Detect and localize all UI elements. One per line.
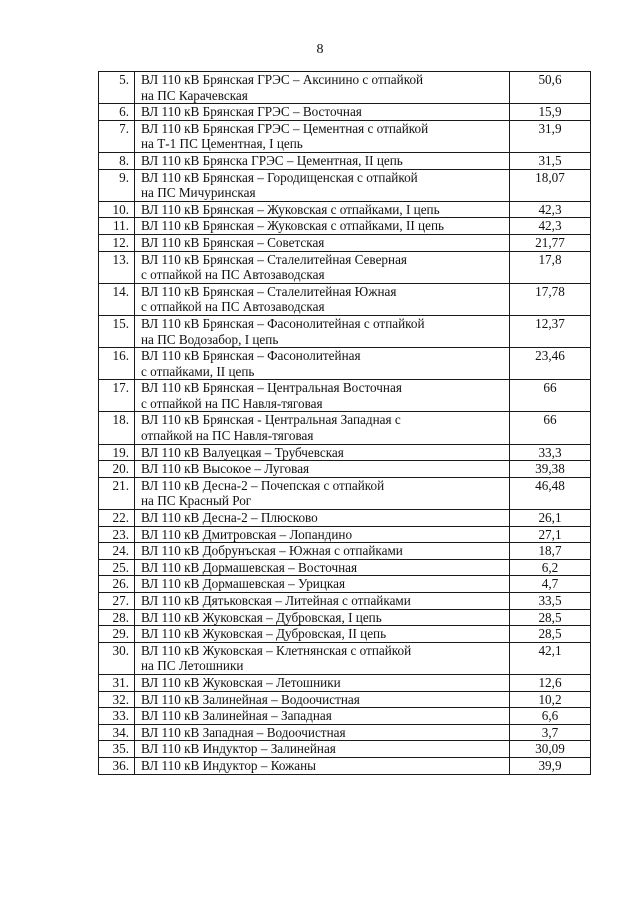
line-name-text: ВЛ 110 кВ Залинейная – Водоочистная xyxy=(141,691,360,707)
line-name-text: ВЛ 110 кВ Брянская – Фасонолитейная xyxy=(141,348,361,364)
table-row xyxy=(99,741,591,758)
table-row xyxy=(99,283,591,315)
line-length: 10,2 xyxy=(510,691,591,708)
row-number: 18. xyxy=(99,412,135,444)
line-name-text: ВЛ 110 кВ Дормашевская – Восточная xyxy=(141,559,358,575)
row-number: 22. xyxy=(99,510,135,527)
line-name-text: с отпайками, II цепь xyxy=(141,363,255,379)
line-name xyxy=(135,609,510,626)
table-row xyxy=(99,380,591,412)
line-name xyxy=(135,152,510,169)
line-name xyxy=(135,757,510,774)
row-number: 30. xyxy=(99,642,135,674)
line-name-text: ВЛ 110 кВ Брянская - Центральная Западная с xyxy=(141,412,401,428)
table-row xyxy=(99,642,591,674)
row-number: 12. xyxy=(99,234,135,251)
line-name-text: ВЛ 110 кВ Брянская – Центральная Восточная xyxy=(141,380,402,396)
line-name xyxy=(135,510,510,527)
table-row xyxy=(99,559,591,576)
line-length: 17,78 xyxy=(510,283,591,315)
line-name xyxy=(135,708,510,725)
row-number: 36. xyxy=(99,757,135,774)
row-number: 24. xyxy=(99,543,135,560)
page-number: 8 xyxy=(316,42,324,57)
line-name xyxy=(135,691,510,708)
row-number: 13. xyxy=(99,251,135,283)
line-length: 6,6 xyxy=(510,708,591,725)
row-number: 33. xyxy=(99,708,135,725)
line-name-text: отпайкой на ПС Навля-тяговая xyxy=(141,428,314,444)
line-name-text: ВЛ 110 кВ Брянская – Фасонолитейная с отпайкой xyxy=(141,315,425,331)
line-length: 18,7 xyxy=(510,543,591,560)
row-number: 10. xyxy=(99,201,135,218)
line-name xyxy=(135,412,510,444)
table-row xyxy=(99,412,591,444)
line-name-text: ВЛ 110 кВ Западная – Водоочистная xyxy=(141,724,346,740)
table-row xyxy=(99,724,591,741)
line-name xyxy=(135,283,510,315)
line-length: 4,7 xyxy=(510,576,591,593)
line-length: 6,2 xyxy=(510,559,591,576)
row-number: 5. xyxy=(99,72,135,104)
table-body xyxy=(99,72,591,775)
power-lines-table xyxy=(98,71,591,775)
line-length: 33,5 xyxy=(510,593,591,610)
row-number: 27. xyxy=(99,593,135,610)
line-name xyxy=(135,674,510,691)
row-number: 17. xyxy=(99,380,135,412)
row-number: 9. xyxy=(99,169,135,201)
line-length: 3,7 xyxy=(510,724,591,741)
line-length: 17,8 xyxy=(510,251,591,283)
line-name-text: на ПС Мичуринская xyxy=(141,185,256,201)
line-name-text: ВЛ 110 кВ Добрунъская – Южная с отпайками xyxy=(141,543,403,559)
line-name-text: ВЛ 110 кВ Залинейная – Западная xyxy=(141,708,332,724)
table-row xyxy=(99,315,591,347)
line-name-text: ВЛ 110 кВ Брянская – Сталелитейная Южная xyxy=(141,283,397,299)
table-row xyxy=(99,218,591,235)
line-length: 31,9 xyxy=(510,120,591,152)
table-row xyxy=(99,72,591,104)
line-name xyxy=(135,626,510,643)
line-length: 12,37 xyxy=(510,315,591,347)
row-number: 14. xyxy=(99,283,135,315)
line-name xyxy=(135,724,510,741)
table-row xyxy=(99,477,591,509)
table-row xyxy=(99,576,591,593)
line-length: 23,46 xyxy=(510,348,591,380)
table-row xyxy=(99,169,591,201)
row-number: 32. xyxy=(99,691,135,708)
line-name-text: ВЛ 110 кВ Брянска ГРЭС – Цементная, II цепь xyxy=(141,152,403,168)
line-name xyxy=(135,576,510,593)
line-length: 46,48 xyxy=(510,477,591,509)
line-name-text: ВЛ 110 кВ Валуецкая – Трубчевская xyxy=(141,444,344,460)
line-name xyxy=(135,169,510,201)
line-length: 42,3 xyxy=(510,201,591,218)
row-number: 35. xyxy=(99,741,135,758)
line-name-text: на ПС Карачевская xyxy=(141,87,248,103)
table-row xyxy=(99,626,591,643)
table-row xyxy=(99,510,591,527)
line-name-text: ВЛ 110 кВ Высокое – Луговая xyxy=(141,461,310,477)
line-name-text: ВЛ 110 кВ Десна-2 – Плюсково xyxy=(141,510,318,526)
table-row xyxy=(99,104,591,121)
line-length: 18,07 xyxy=(510,169,591,201)
line-length: 31,5 xyxy=(510,152,591,169)
line-name xyxy=(135,741,510,758)
line-length: 30,09 xyxy=(510,741,591,758)
line-name xyxy=(135,218,510,235)
row-number: 25. xyxy=(99,559,135,576)
table-row xyxy=(99,757,591,774)
line-name xyxy=(135,477,510,509)
line-name-text: с отпайкой на ПС Навля-тяговая xyxy=(141,395,323,411)
line-name-text: ВЛ 110 кВ Брянская ГРЭС – Восточная xyxy=(141,104,362,120)
line-length: 39,9 xyxy=(510,757,591,774)
line-name xyxy=(135,444,510,461)
line-name-text: ВЛ 110 кВ Жуковская – Клетнянская с отпайкой xyxy=(141,642,412,658)
line-name-text: ВЛ 110 кВ Жуковская – Дубровская, I цепь xyxy=(141,609,382,625)
table-row xyxy=(99,674,591,691)
line-name-text: с отпайкой на ПС Автозаводская xyxy=(141,299,325,315)
line-name-text: ВЛ 110 кВ Брянская ГРЭС – Цементная с отпайкой xyxy=(141,120,429,136)
line-name xyxy=(135,526,510,543)
row-number: 29. xyxy=(99,626,135,643)
line-length: 21,77 xyxy=(510,234,591,251)
table-row xyxy=(99,543,591,560)
row-number: 7. xyxy=(99,120,135,152)
row-number: 26. xyxy=(99,576,135,593)
line-name-text: ВЛ 110 кВ Жуковская – Дубровская, II цепь xyxy=(141,626,387,642)
row-number: 31. xyxy=(99,674,135,691)
line-name-text: ВЛ 110 кВ Жуковская – Летошники xyxy=(141,674,341,690)
line-name xyxy=(135,251,510,283)
table-row xyxy=(99,201,591,218)
table-row xyxy=(99,593,591,610)
row-number: 34. xyxy=(99,724,135,741)
row-number: 28. xyxy=(99,609,135,626)
row-number: 19. xyxy=(99,444,135,461)
line-name-text: ВЛ 110 кВ Десна-2 – Почепская с отпайкой xyxy=(141,477,385,493)
line-name xyxy=(135,461,510,478)
line-name-text: ВЛ 110 кВ Брянская ГРЭС – Аксинино с отпайкой xyxy=(141,72,424,87)
table-row xyxy=(99,708,591,725)
line-name-text: на ПС Летошники xyxy=(141,658,244,674)
line-name xyxy=(135,348,510,380)
line-name xyxy=(135,201,510,218)
table-row xyxy=(99,444,591,461)
line-length: 28,5 xyxy=(510,609,591,626)
line-name-text: на ПС Красный Рог xyxy=(141,493,252,509)
line-length: 42,3 xyxy=(510,218,591,235)
row-number: 15. xyxy=(99,315,135,347)
line-name-text: ВЛ 110 кВ Брянская – Сталелитейная Северная xyxy=(141,251,407,267)
row-number: 16. xyxy=(99,348,135,380)
row-number: 6. xyxy=(99,104,135,121)
table-row xyxy=(99,251,591,283)
line-name-text: ВЛ 110 кВ Брянская – Жуковская с отпайками, I цепь xyxy=(141,201,440,217)
line-length: 15,9 xyxy=(510,104,591,121)
line-length: 27,1 xyxy=(510,526,591,543)
line-name-text: с отпайкой на ПС Автозаводская xyxy=(141,267,325,283)
table-row xyxy=(99,348,591,380)
line-name xyxy=(135,104,510,121)
table-row xyxy=(99,691,591,708)
line-length: 66 xyxy=(510,412,591,444)
table-row xyxy=(99,120,591,152)
line-name-text: ВЛ 110 кВ Брянская – Жуковская с отпайками, II цепь xyxy=(141,218,445,234)
line-name xyxy=(135,593,510,610)
line-name xyxy=(135,120,510,152)
line-length: 50,6 xyxy=(510,72,591,104)
line-name-text: ВЛ 110 кВ Брянская – Городищенская с отпайкой xyxy=(141,169,418,185)
line-length: 66 xyxy=(510,380,591,412)
table-row xyxy=(99,461,591,478)
row-number: 23. xyxy=(99,526,135,543)
line-name-text: ВЛ 110 кВ Брянская – Советская xyxy=(141,234,325,250)
line-name xyxy=(135,315,510,347)
line-length: 39,38 xyxy=(510,461,591,478)
row-number: 8. xyxy=(99,152,135,169)
line-name xyxy=(135,234,510,251)
line-name-text: ВЛ 110 кВ Дятьковская – Литейная с отпайками xyxy=(141,593,411,608)
line-name-text: ВЛ 110 кВ Дмитровская – Лопандино xyxy=(141,526,353,542)
line-name xyxy=(135,72,510,104)
line-name-text: на ПС Водозабор, I цепь xyxy=(141,331,279,347)
line-length: 28,5 xyxy=(510,626,591,643)
line-name-text: на Т-1 ПС Цементная, I цепь xyxy=(141,136,303,152)
line-name xyxy=(135,380,510,412)
line-length: 33,3 xyxy=(510,444,591,461)
table-row xyxy=(99,526,591,543)
row-number: 11. xyxy=(99,218,135,235)
line-length: 26,1 xyxy=(510,510,591,527)
table-row xyxy=(99,234,591,251)
line-name-text: ВЛ 110 кВ Индуктор – Залинейная xyxy=(141,741,336,757)
row-number: 20. xyxy=(99,461,135,478)
line-name xyxy=(135,642,510,674)
line-length: 12,6 xyxy=(510,674,591,691)
line-name xyxy=(135,559,510,576)
row-number: 21. xyxy=(99,477,135,509)
line-name-text: ВЛ 110 кВ Индуктор – Кожаны xyxy=(141,757,316,773)
table-row xyxy=(99,152,591,169)
line-name-text: ВЛ 110 кВ Дормашевская – Урицкая xyxy=(141,576,346,592)
line-length: 42,1 xyxy=(510,642,591,674)
line-name xyxy=(135,543,510,560)
table-row xyxy=(99,609,591,626)
